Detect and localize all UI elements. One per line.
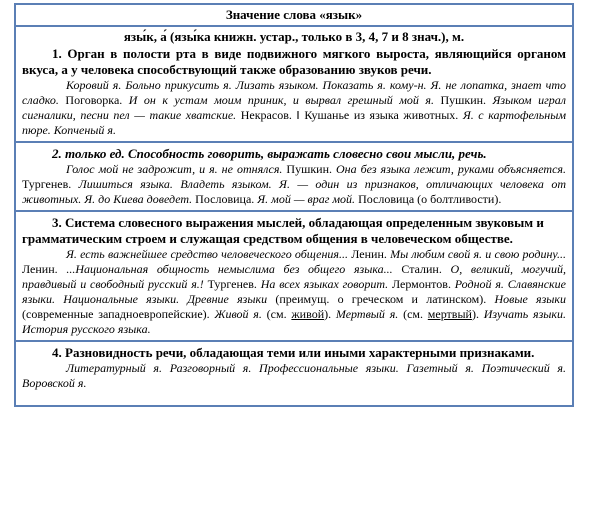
example-phrase: На всех языках говорит. [260, 277, 389, 291]
meaning-4-definition: 4. Разновидность речи, обладающая теми или иными характерными признаками. [52, 345, 535, 360]
meaning-1-section [16, 27, 572, 143]
source-attribution: Ленин. [348, 247, 391, 261]
example-phrase: Голос мой не задрожит, и я. не отнялся. [66, 162, 283, 176]
example-phrase: Я. есть важнейшее средство человеческого общения... [66, 247, 348, 261]
example-phrase: О, великий, могучий, правдивый и свободный русский я.! [22, 262, 567, 291]
source-attribution: (современные западноевропейские). [22, 307, 215, 321]
entry-title: Значение слова «язык» [16, 5, 572, 27]
cross-reference-link[interactable]: живой [291, 307, 325, 321]
example-phrase: Я. мой — враг мой. [257, 192, 356, 206]
source-attribution: (см. [398, 307, 428, 321]
meaning-3-examples [22, 247, 566, 337]
source-attribution: Лермонтов. [388, 277, 455, 291]
source-attribution: Тургенев. [22, 177, 79, 191]
meaning-2-section [16, 143, 572, 212]
meaning-4-section [16, 342, 572, 405]
meaning-3-definition: 3. Система словесного выражения мыслей, обладающая определенным звуковым и грамматическим строем и служащая средством общения в человеческом обществе. [22, 215, 544, 246]
source-attribution: Пушкин. [433, 93, 493, 107]
source-attribution: Тургенев. [203, 277, 261, 291]
example-phrase: Коровий я. Больно прикусить я. Лизать языком. Показать я. кому-н. Я. не лопатка, знает что сладко. [22, 78, 566, 107]
meaning-4-examples [22, 361, 566, 391]
source-attribution: Поговорка. [58, 93, 129, 107]
headword-line: язы́к, а́ (язы́ка книжн. устар., только в 3, 4, 7 и 8 знач.), м. [123, 29, 465, 44]
source-attribution: Пословица. [192, 192, 258, 206]
example-phrase: И он к устам моим приник, и вырвал грешный мой я. [128, 93, 434, 107]
example-phrase: Языком играл сигналики, песни пел — такие хватские. [22, 93, 566, 122]
source-attribution: Сталин. [392, 262, 451, 276]
example-phrase: Новые языки [494, 292, 567, 306]
source-attribution: Пословица (о болтливости). [355, 192, 502, 206]
source-attribution: Ленин. [22, 262, 67, 276]
example-phrase: ...Национальная общность немыслима без общего языка... [66, 262, 393, 276]
source-attribution: ). [471, 307, 484, 321]
source-attribution: (см. [261, 307, 292, 321]
cross-reference-link[interactable]: мертвый [427, 307, 472, 321]
meaning-1-definition: 1. Орган в полости рта в виде подвижного мягкого выроста, являющийся органом вкуса, а у человека способствующий также образованию звуков речи. [22, 46, 566, 77]
dictionary-entry-frame [14, 3, 574, 407]
example-phrase: Я. с картофельным пюре. Копченый я. [22, 108, 566, 137]
meaning-3-section [16, 212, 572, 342]
meaning-2-examples [22, 162, 566, 207]
meaning-1-examples [22, 78, 566, 138]
example-phrase: Она без языка лежит, руками объясняется. [336, 162, 566, 176]
source-attribution: Пушкин. [282, 162, 337, 176]
example-phrase: Живой я. [214, 307, 262, 321]
example-phrase: Литературный я. Разговорный я. Профессиональные языки. Газетный я. Поэтический я. Воровской я. [22, 361, 566, 390]
example-phrase: Мертвый я. [335, 307, 399, 321]
source-attribution: (преимущ. о греческом и латинском). [267, 292, 495, 306]
example-phrase: Лишиться языка. Владеть языком. Я. — один из признаков, отличающих человека от животных. Я. до Киева доведет. [22, 177, 566, 206]
example-phrase: Изучать языки. История русского языка. [22, 307, 566, 336]
example-phrase: Мы любим свой я. и свою родину... [390, 247, 566, 261]
source-attribution: ). [324, 307, 336, 321]
meaning-2-definition: 2. только ед. Способность говорить, выражать словесно свои мысли, речь. [52, 146, 487, 161]
source-attribution: Некрасов. ‖ Кушанье из языка животных. [236, 108, 463, 122]
example-phrase: Родной я. Славянские языки. Национальные языки. Древние языки [22, 277, 566, 306]
